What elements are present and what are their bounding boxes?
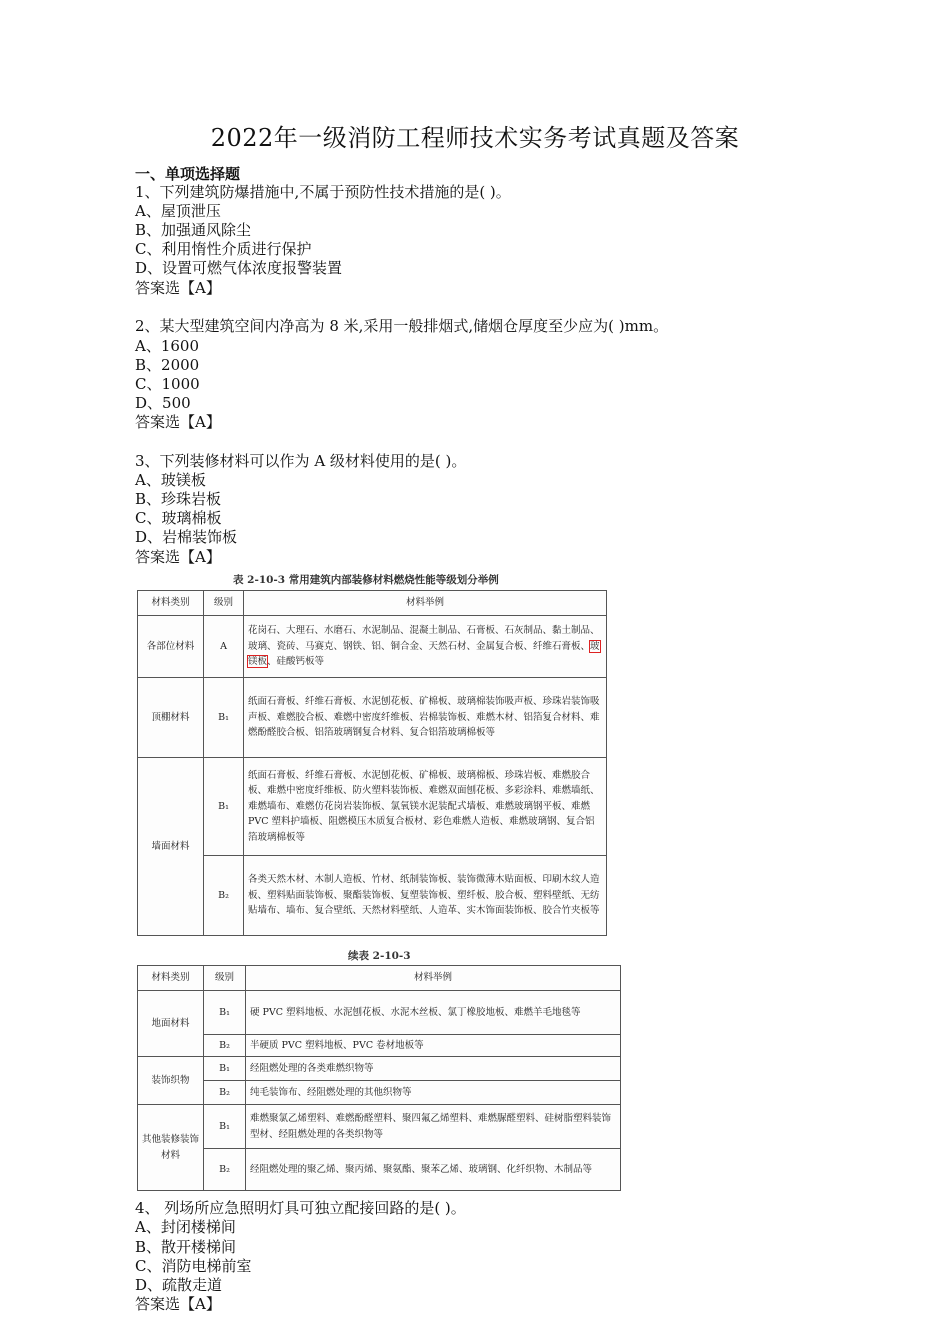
question-2-stem: 2、某大型建筑空间内净高为 8 米,采用一般排烟式,储烟仓厚度至少应为( )mm。	[135, 317, 669, 335]
table-row	[138, 1149, 621, 1191]
table-row	[138, 856, 607, 936]
question-2-answer: 答案选【A】	[135, 413, 221, 431]
table1-header-row	[138, 591, 607, 616]
question-1-option-a: A、屋顶泄压	[135, 202, 221, 220]
table2-header-examples: 材料举例	[246, 966, 621, 991]
highlight-box: 玻镁板	[248, 640, 600, 668]
table2-cell-examples: 纯毛装饰布、经阻燃处理的其他织物等	[246, 1081, 621, 1105]
table1-cell-category: 顶棚材料	[138, 678, 204, 758]
table2-cell-category: 地面材料	[138, 991, 204, 1057]
question-4-option-a: A、封闭楼梯间	[135, 1218, 236, 1236]
table-row	[138, 678, 607, 758]
table2-cell-level: B₂	[204, 1149, 246, 1191]
table2-header-row	[138, 966, 621, 991]
question-4-stem: 4、 列场所应急照明灯具可独立配接回路的是( )。	[135, 1199, 466, 1217]
question-2-option-a: A、1600	[135, 337, 200, 355]
table-row	[138, 1105, 621, 1149]
page-title: 2022年一级消防工程师技术实务考试真题及答案	[210, 124, 740, 152]
table-row	[138, 1081, 621, 1105]
question-4-answer: 答案选【A】	[135, 1295, 221, 1313]
table2-cell-level: B₂	[204, 1081, 246, 1105]
question-3-answer: 答案选【A】	[135, 548, 221, 566]
question-4-option-b: B、散开楼梯间	[135, 1238, 237, 1256]
table2-cell-level: B₁	[204, 1057, 246, 1081]
question-2-option-d: D、500	[135, 394, 191, 412]
table-row	[138, 758, 607, 856]
table1-header-category: 材料类别	[138, 591, 204, 616]
table2-cell-examples: 半硬质 PVC 塑料地板、PVC 卷材地板等	[246, 1035, 621, 1057]
table2-cell-level: B₂	[204, 1035, 246, 1057]
table1	[137, 590, 607, 936]
examples-text: 花岗石、大理石、水磨石、水泥制品、混凝土制品、石膏板、石灰制品、黏土制品、玻璃、瓷砖、马赛克、钢铁、铝、铜合金、天然石材、金属复合板、纤维石膏板、	[248, 625, 600, 652]
table2-cell-category: 装饰织物	[138, 1057, 204, 1105]
table1-cell-category: 各部位材料	[138, 616, 204, 678]
table2	[137, 965, 621, 1191]
question-2-option-c: C、1000	[135, 375, 200, 393]
examples-text-tail: 、硅酸钙板等	[267, 656, 325, 668]
question-3-option-c: C、玻璃棉板	[135, 509, 222, 527]
question-1-option-d: D、设置可燃气体浓度报警装置	[135, 259, 343, 277]
question-2-option-b: B、2000	[135, 356, 200, 374]
table1-cell-examples: 纸面石膏板、纤维石膏板、水泥刨花板、矿棉板、玻璃棉板、珍珠岩板、难燃胶合板、难燃中密度纤维板、防火塑料装饰板、难燃双面刨花板、多彩涂料、难燃墙纸、难燃墙布、难燃仿花岗岩装饰板、氯氧镁水泥装配式墙板、难燃玻璃钢平板、难燃 PVC 塑料护墙板、阻燃模压木质复合板材、彩色难燃人造板、难燃玻璃钢、复合铝箔玻璃棉板等	[244, 758, 607, 856]
table1-cell-level: B₂	[204, 856, 244, 936]
table1-cell-category: 墙面材料	[138, 758, 204, 936]
table1-cell-examples: 各类天然木材、木制人造板、竹材、纸制装饰板、装饰微薄木贴面板、印刷木纹人造板、塑料贴面装饰板、聚酯装饰板、复塑装饰板、塑纤板、胶合板、塑料壁纸、无纺贴墙布、墙布、复合壁纸、天然材料壁纸、人造革、实木饰面装饰板、胶合竹夹板等	[244, 856, 607, 936]
question-4-option-d: D、疏散走道	[135, 1276, 223, 1294]
question-3-option-a: A、玻镁板	[135, 471, 206, 489]
section-heading: 一、单项选择题	[135, 165, 241, 183]
table2-header-category: 材料类别	[138, 966, 204, 991]
question-1-stem: 1、下列建筑防爆措施中,不属于预防性技术措施的是( )。	[135, 183, 511, 201]
table1-cell-level: A	[204, 616, 244, 678]
table2-cell-examples: 难燃聚氯乙烯塑料、难燃酚醛塑料、聚四氟乙烯塑料、难燃脲醛塑料、硅树脂塑料装饰型材、经阻燃处理的各类织物等	[246, 1105, 621, 1149]
table2-cell-level: B₁	[204, 1105, 246, 1149]
table-row	[138, 991, 621, 1035]
question-1-option-c: C、利用惰性介质进行保护	[135, 240, 312, 258]
question-4-option-c: C、消防电梯前室	[135, 1257, 252, 1275]
table2-header-level: 级别	[204, 966, 246, 991]
table1-caption: 表 2-10-3 常用建筑内部装修材料燃烧性能等级划分举例	[233, 574, 499, 586]
table2-cell-level: B₁	[204, 991, 246, 1035]
table1-cell-level: B₁	[204, 758, 244, 856]
table2-cell-examples: 硬 PVC 塑料地板、水泥刨花板、水泥木丝板、氯丁橡胶地板、难燃羊毛地毯等	[246, 991, 621, 1035]
question-3-option-b: B、珍珠岩板	[135, 490, 222, 508]
table-row	[138, 616, 607, 678]
table1-cell-examples: 纸面石膏板、纤维石膏板、水泥刨花板、矿棉板、玻璃棉装饰吸声板、珍珠岩装饰吸声板、难燃胶合板、难燃中密度纤维板、岩棉装饰板、难燃木材、铝箔复合材料、难燃酚醛胶合板、铝箔玻璃钢复合材料、复合铝箔玻璃棉板等	[244, 678, 607, 758]
table1-cell-examples	[244, 616, 607, 678]
table1-header-examples: 材料举例	[244, 591, 607, 616]
table-row	[138, 1035, 621, 1057]
question-3-stem: 3、下列装修材料可以作为 A 级材料使用的是( )。	[135, 452, 467, 470]
table2-cell-examples: 经阻燃处理的聚乙烯、聚丙烯、聚氨酯、聚苯乙烯、玻璃钢、化纤织物、木制品等	[246, 1149, 621, 1191]
table1-cell-level: B₁	[204, 678, 244, 758]
question-1-answer: 答案选【A】	[135, 279, 221, 297]
question-3-option-d: D、岩棉装饰板	[135, 528, 238, 546]
table2-cell-category: 其他装修装饰材料	[138, 1105, 204, 1191]
question-1-option-b: B、加强通风除尘	[135, 221, 252, 239]
table2-cell-examples: 经阻燃处理的各类难燃织物等	[246, 1057, 621, 1081]
table1-header-level: 级别	[204, 591, 244, 616]
table-row	[138, 1057, 621, 1081]
table2-caption: 续表 2-10-3	[348, 950, 411, 962]
